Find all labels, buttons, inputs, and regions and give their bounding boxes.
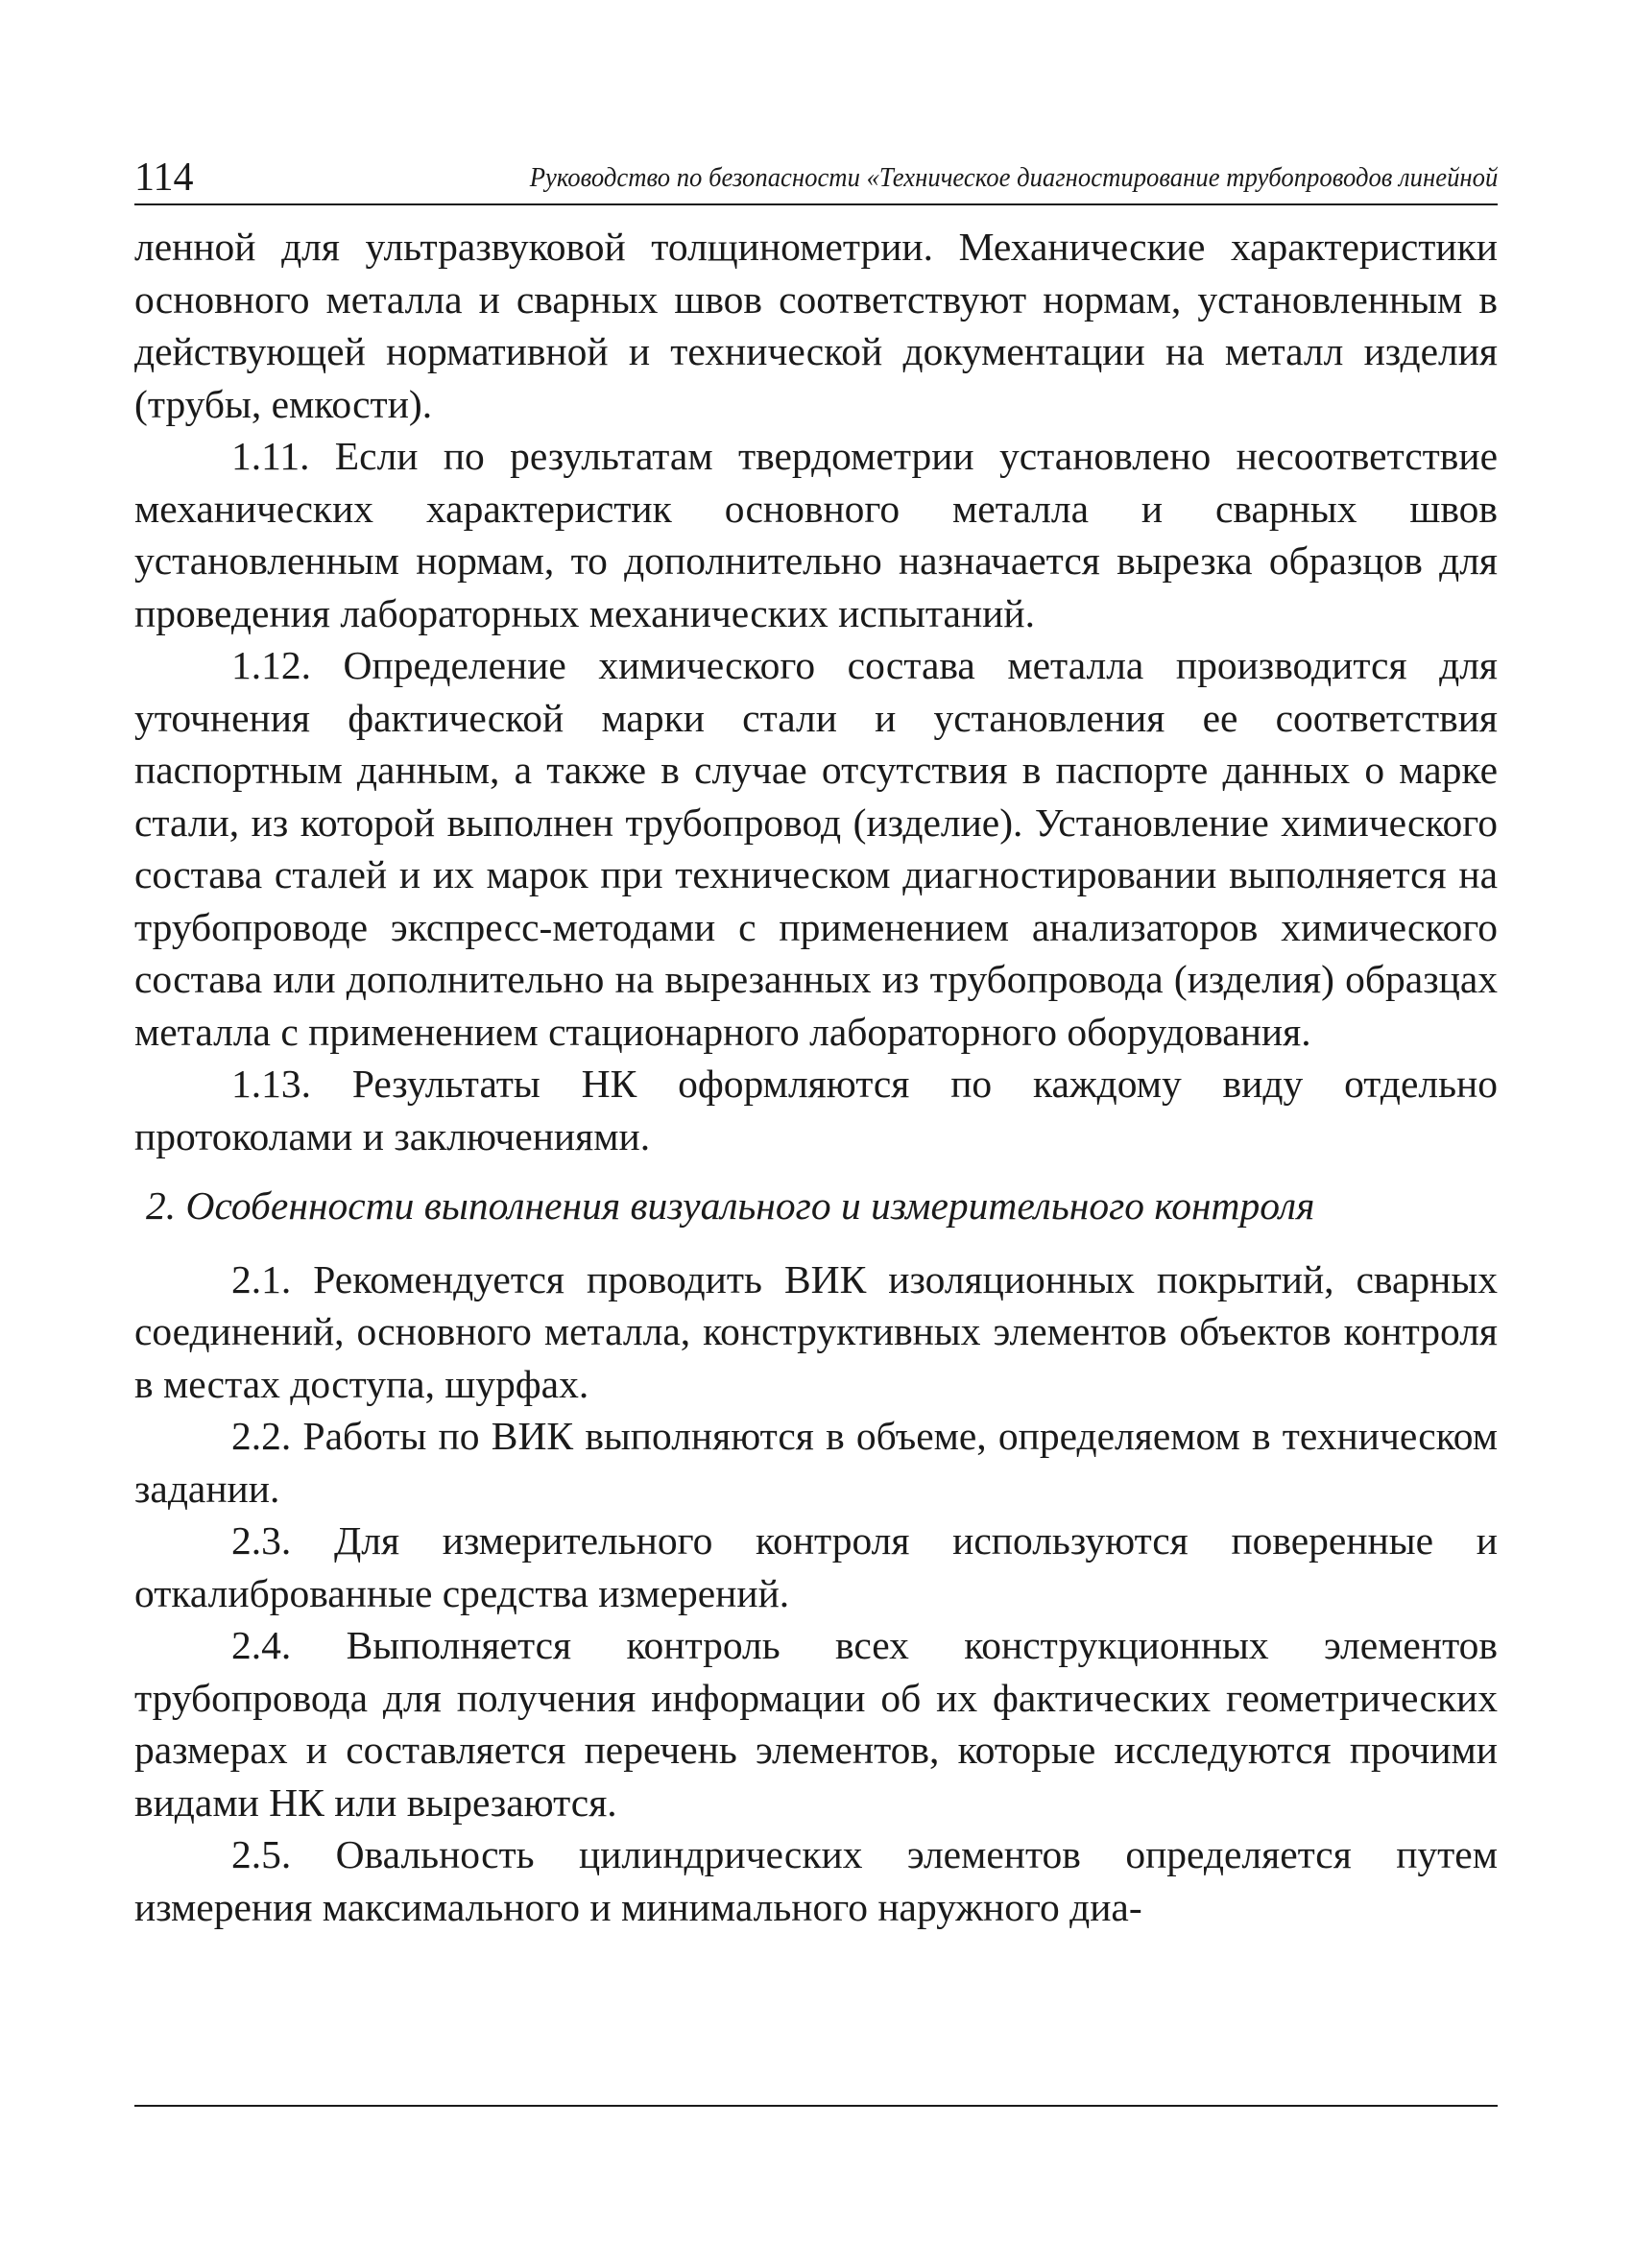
- running-title: Руководство по безопасности «Техническое диагностирование трубопроводов линейной: [529, 162, 1498, 193]
- footer-rule: [134, 2105, 1498, 2107]
- paragraph-2-5: 2.5. Овальность цилиндрических элементов определяется путем измерения максимального и минимального наружного диа-: [134, 1832, 1498, 1929]
- header-rule: [134, 203, 1498, 205]
- paragraph-2-4: 2.4. Выполняется контроль всех конструкционных элементов трубопровода для получения информации об их фактических геометрических размерах и составляется перечень элементов, которые исследуются прочими видами НК или вырезаются.: [134, 1623, 1498, 1825]
- paragraph-continued: ленной для ультразвуковой толщинометрии. Механические характеристики основного металла и сварных швов соответствуют нормам, установленным в действующей нормативной и технической документации на металл изделия (трубы, емкости).: [134, 225, 1498, 426]
- body-text: [134, 221, 1498, 1933]
- paragraph-2-3: 2.3. Для измерительного контроля используются поверенные и откалиброванные средства измерений.: [134, 1518, 1498, 1615]
- paragraph-2-1: 2.1. Рекомендуется проводить ВИК изоляционных покрытий, сварных соединений, основного металла, конструктивных элементов объектов контроля в местах доступа, шурфах.: [134, 1256, 1498, 1406]
- paragraph-1-11: 1.11. Если по результатам твердометрии установлено несоответствие механических характеристик основного металла и сварных швов установленным нормам, то дополнительно назначается вырезка образцов для проведения лабораторных механических испытаний.: [134, 434, 1498, 635]
- paragraph-1-13: 1.13. Результаты НК оформляются по каждому виду отдельно протоколами и заключениями.: [134, 1062, 1498, 1158]
- paragraph-2-2: 2.2. Работы по ВИК выполняются в объеме, определяемом в техническом задании.: [134, 1414, 1498, 1511]
- section-2-heading: 2. Особенности выполнения визуального и измерительного контроля: [146, 1183, 1315, 1228]
- page-number: 114: [134, 155, 194, 200]
- paragraph-1-12: 1.12. Определение химического состава металла производится для уточнения фактической марки стали и установления ее соответствия паспортным данным, а также в случае отсутствия в паспорте данных о марке стали, из которой выполнен трубопровод (изделие). Установление химического состава сталей и их марок при техническом диагностировании выполняется на трубопроводе экспресс-методами с применением анализаторов химического состава или дополнительно на вырезанных из трубопровода (изделия) образцах металла с применением стационарного лабораторного оборудования.: [134, 643, 1498, 1054]
- running-head: [134, 154, 1498, 202]
